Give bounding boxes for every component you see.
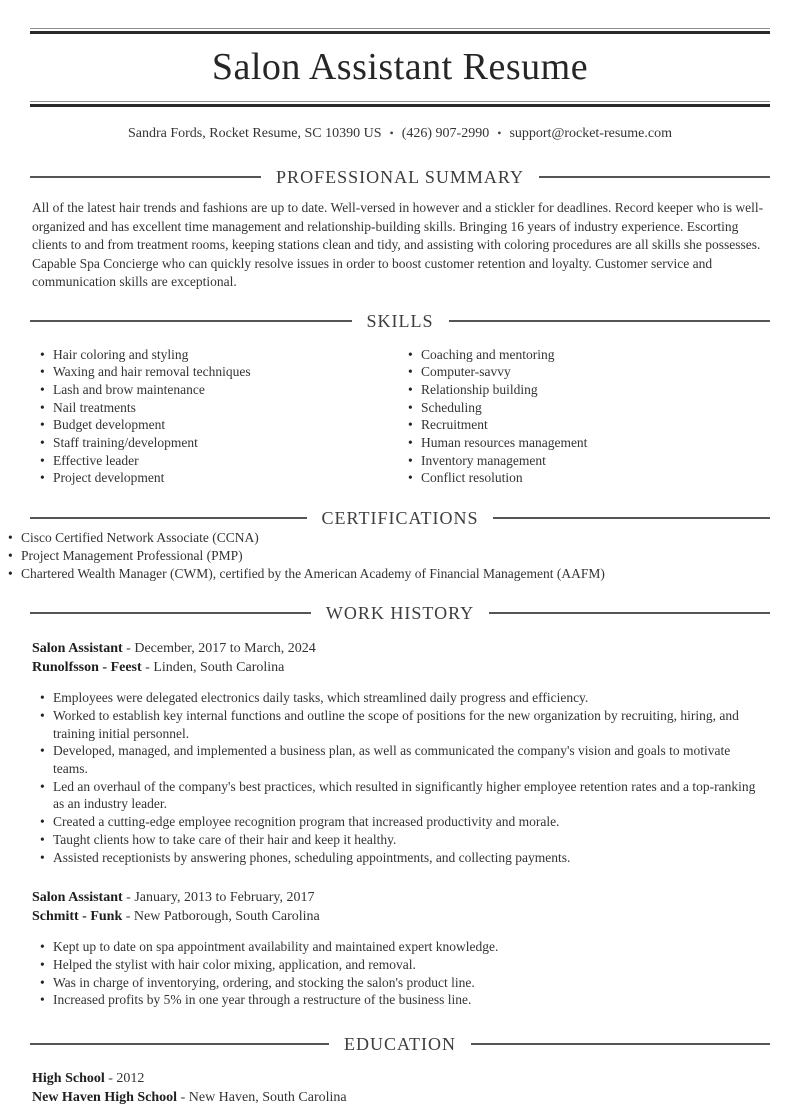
job-bullet: • Kept up to date on spa appointment availability and maintained expert knowledge. <box>32 938 768 956</box>
job-title-line <box>32 639 768 658</box>
job-location: Linden, South Carolina <box>153 660 285 676</box>
skill-item: • Staff training/development <box>32 434 400 452</box>
skills-list-left <box>32 346 400 488</box>
skill-item: • Scheduling <box>400 399 768 417</box>
job-bullet: • Employees were delegated electronics daily tasks, which streamlined daily progress and efficiency. <box>32 689 768 707</box>
section-heading-professional-summary <box>30 166 770 188</box>
section-heading-label: WORK HISTORY <box>325 603 475 624</box>
contact-email: support@rocket-resume.com <box>509 126 673 141</box>
job-title: Salon Assistant <box>32 641 123 657</box>
job-company-line <box>32 658 768 677</box>
skill-item: • Hair coloring and styling <box>32 346 400 364</box>
divider-line <box>30 612 311 614</box>
section-heading-label: SKILLS <box>366 310 434 331</box>
page-title: Salon Assistant Resume <box>211 46 589 88</box>
skill-item: • Budget development <box>32 416 400 434</box>
summary-paragraph: All of the latest hair trends and fashions are up to date. Well-versed in however and a stickler for deadlines. Record keeper who is well-organized and has excellent time management and relationship-building skills. Bringing 16 years of industry experience. Escorting clients to and from treatment rooms, keeping stations clean and tidy, and assisting with coloring procedures are all skills she possesses. Capable Spa Concierge who can quickly resolve issues in order to boost customer retention and loyalty. Customer service and communication skills are exceptional. <box>32 200 764 289</box>
job-location: New Patborough, South Carolina <box>133 909 320 925</box>
skill-item: • Human resources management <box>400 434 768 452</box>
job-title: Salon Assistant <box>32 890 123 906</box>
dash-separator: - <box>177 1090 189 1106</box>
bullet-separator-icon: • <box>389 126 394 140</box>
divider-line <box>493 517 770 519</box>
dash-separator: - <box>122 890 135 906</box>
job-bullet: • Worked to establish key internal functions and outline the scope of positions for the new organization by recruiting, hiring, and training initial personnel. <box>32 707 768 742</box>
skill-item: • Project development <box>32 469 400 487</box>
skills-list-right <box>400 346 768 488</box>
job-bullet: • Was in charge of inventorying, ordering, and stocking the salon's product line. <box>32 974 768 992</box>
contact-address: Sandra Fords, Rocket Resume, SC 10390 US <box>127 126 382 141</box>
skill-item: • Relationship building <box>400 381 768 399</box>
skill-item: • Lash and brow maintenance <box>32 381 400 399</box>
skill-item: • Nail treatments <box>32 399 400 417</box>
section-heading-education <box>30 1033 770 1055</box>
divider-line <box>30 1043 329 1045</box>
job-entry-2 <box>32 888 768 1009</box>
skill-item: • Coaching and mentoring <box>400 346 768 364</box>
section-heading-label: PROFESSIONAL SUMMARY <box>276 167 524 187</box>
skills-columns <box>32 346 768 488</box>
section-heading-work-history <box>30 602 770 624</box>
divider-line <box>489 612 770 614</box>
education-year: 2012 <box>116 1071 145 1087</box>
section-heading-label: EDUCATION <box>344 1034 456 1055</box>
bullet-separator-icon: • <box>497 126 502 140</box>
section-heading-label: CERTIFICATIONS <box>321 508 479 529</box>
job-company: Runolfsson - Feest <box>32 660 142 676</box>
dash-separator: - <box>122 641 135 657</box>
dash-separator: - <box>122 909 134 925</box>
job-dates: December, 2017 to March, 2024 <box>134 641 316 657</box>
job-bullet: • Assisted receptionists by answering phones, scheduling appointments, and collecting payments. <box>32 849 768 867</box>
education-degree: High School <box>32 1071 105 1087</box>
section-heading-skills <box>30 310 770 332</box>
title-bottom-double-rule <box>30 101 770 107</box>
divider-line <box>30 517 307 519</box>
section-heading-certifications <box>30 507 770 529</box>
job-entry-1 <box>32 639 768 866</box>
divider-line <box>539 176 770 178</box>
contact-line <box>0 125 800 142</box>
job-bullet: • Helped the stylist with hair color mixing, application, and removal. <box>32 956 768 974</box>
job-bullet-list <box>32 689 768 866</box>
certification-item: • Chartered Wealth Manager (CWM), certified by the American Academy of Financial Management (AAFM) <box>0 565 800 583</box>
job-bullet: • Taught clients how to take care of their hair and keep it healthy. <box>32 831 768 849</box>
divider-line <box>30 320 352 322</box>
certification-item: • Cisco Certified Network Associate (CCNA) <box>0 529 800 547</box>
job-bullet: • Led an overhaul of the company's best practices, which resulted in significantly higher employee retention rates and a top-ranking as an industry leader. <box>32 778 768 813</box>
education-school-line <box>32 1088 768 1107</box>
job-company-line <box>32 907 768 926</box>
dash-separator: - <box>104 1071 117 1087</box>
job-bullet: • Developed, managed, and implemented a business plan, as well as communicated the company's vision and goals to motivate teams. <box>32 742 768 777</box>
skill-item: • Recruitment <box>400 416 768 434</box>
divider-line <box>471 1043 770 1045</box>
contact-phone: (426) 907-2990 <box>401 126 490 141</box>
education-degree-line <box>32 1069 768 1088</box>
skill-item: • Computer-savvy <box>400 363 768 381</box>
certifications-list <box>0 529 800 582</box>
divider-line <box>30 176 261 178</box>
job-bullet-list <box>32 938 768 1009</box>
education-entry <box>32 1069 768 1107</box>
job-title-line <box>32 888 768 907</box>
skill-item: • Waxing and hair removal techniques <box>32 363 400 381</box>
certification-item: • Project Management Professional (PMP) <box>0 547 800 565</box>
dash-separator: - <box>141 660 154 676</box>
resume-document <box>0 28 800 1106</box>
skill-item: • Effective leader <box>32 452 400 470</box>
divider-line <box>449 320 771 322</box>
education-location: New Haven, South Carolina <box>188 1090 347 1106</box>
job-company: Schmitt - Funk <box>32 909 123 925</box>
skill-item: • Conflict resolution <box>400 469 768 487</box>
job-dates: January, 2013 to February, 2017 <box>134 890 315 906</box>
job-bullet: • Increased profits by 5% in one year through a restructure of the business line. <box>32 991 768 1009</box>
education-school: New Haven High School <box>32 1090 178 1106</box>
skill-item: • Inventory management <box>400 452 768 470</box>
job-bullet: • Created a cutting-edge employee recognition program that increased productivity and morale. <box>32 813 768 831</box>
